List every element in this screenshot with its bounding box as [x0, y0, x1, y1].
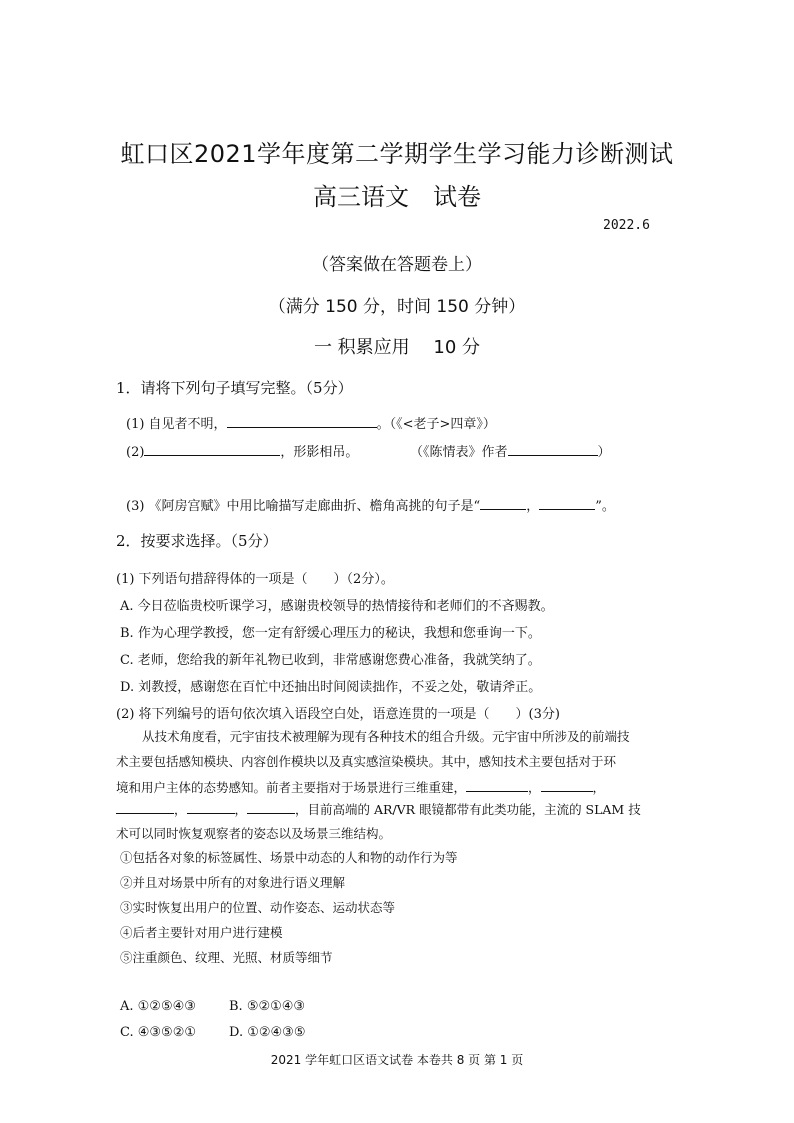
- answer-blank[interactable]: [144, 441, 280, 456]
- answer-blank[interactable]: [539, 495, 595, 510]
- passage-text: ，目前高端的 AR/VR 眼镜都带有此类功能，主流的 SLAM 技: [295, 802, 641, 817]
- question-1-item-1: [126, 413, 496, 432]
- option-b[interactable]: B. 作为心理学教授，您一定有舒缓心理压力的秘诀，我想和您垂询一下。: [120, 626, 541, 641]
- answer-option-c[interactable]: C. ④③⑤②①: [120, 1025, 197, 1040]
- question-1-item-2-source: [410, 441, 611, 460]
- option-a[interactable]: A. 今日莅临贵校听课学习，感谢贵校领导的热情接待和老师们的不吝赐教。: [120, 599, 554, 614]
- item-text: (2): [126, 445, 145, 460]
- passage-text: ，: [234, 802, 248, 817]
- answer-blank[interactable]: [480, 495, 526, 510]
- item-text: (1) 自见者不明，: [126, 417, 227, 432]
- section-heading: 一 积累应用 10 分: [313, 337, 481, 358]
- exam-title: 虹口区2021学年度第二学期学生学习能力诊断测试: [120, 140, 674, 168]
- numbered-sentence: ④后者主要针对用户进行建模: [120, 925, 283, 940]
- item-source-close: ）: [597, 445, 611, 460]
- numbered-sentence: ②并且对场景中所有的对象进行语义理解: [120, 875, 346, 890]
- passage-line: [116, 777, 605, 796]
- passage-text: ，: [528, 780, 541, 795]
- question-2-sub-1: (1) 下列语句措辞得体的一项是（ ）（2分）。: [116, 572, 394, 587]
- item-source: （《陈情表》作者: [410, 445, 508, 460]
- exam-subtitle: 高三语文 试卷: [313, 183, 481, 211]
- option-d[interactable]: D. 刘教授，感谢您在百忙中还抽出时间阅读拙作，不妥之处，敬请斧正。: [120, 680, 542, 695]
- passage-line: 从技术角度看，元宇宙技术被理解为现有各种技术的组合升级。元宇宙中所涉及的前端技: [142, 729, 630, 744]
- question-2-heading: 2．按要求选择。（5分）: [116, 532, 278, 550]
- numbered-sentence: ①包括各对象的标签属性、场景中动态的人和物的动作行为等: [120, 850, 458, 865]
- question-1-item-3: [126, 495, 615, 514]
- page-footer: 2021 学年虹口区语文试卷 本卷共 8 页 第 1 页: [270, 1053, 524, 1067]
- passage-blank[interactable]: [541, 777, 593, 792]
- passage-line: [116, 799, 641, 818]
- passage-blank[interactable]: [187, 799, 235, 814]
- answer-note: （答案做在答题卷上）: [312, 255, 482, 275]
- passage-line: 术可以同时恢复观察者的姿态以及场景三维结构。: [116, 826, 392, 841]
- question-1-item-2: [126, 441, 358, 460]
- passage-blank[interactable]: [466, 777, 528, 792]
- item-source: 。（《<老子>四章》）: [376, 417, 496, 432]
- item-text: (3) 《阿房宫赋》中用比喻描写走廊曲折、檐角高挑的句子是“: [126, 499, 481, 514]
- answer-option-b[interactable]: B. ⑤②①④③: [229, 999, 306, 1014]
- answer-option-d[interactable]: D. ①②④③⑤: [229, 1025, 306, 1040]
- passage-text: ，: [592, 780, 606, 795]
- option-c[interactable]: C. 老师，您给我的新年礼物已收到，非常感谢您费心准备，我就笑纳了。: [120, 653, 541, 668]
- passage-line: 术主要包括感知模块、内容创作模块以及真实感渲染模块。其中，感知技术主要包括对于环: [116, 754, 617, 769]
- passage-blank[interactable]: [247, 799, 295, 814]
- answer-blank[interactable]: [508, 441, 598, 456]
- passage-text: 境和用户主体的态势感知。前者主要指对于场景进行三维重建，: [116, 780, 467, 795]
- exam-date: 2022.6: [603, 218, 650, 233]
- question-1-heading: 1．请将下列句子填写完整。（5分）: [116, 379, 353, 397]
- item-text: ”。: [595, 499, 615, 514]
- answer-blank[interactable]: [227, 413, 377, 428]
- score-note: （满分 150 分，时间 150 分钟）: [268, 297, 526, 317]
- question-2-sub-2: (2) 将下列编号的语句依次填入语段空白处，语意连贯的一项是（ ）(3分): [116, 707, 560, 722]
- passage-blank[interactable]: [116, 799, 174, 814]
- item-text: ，形影相吊。: [280, 445, 359, 460]
- numbered-sentence: ③实时恢复出用户的位置、动作姿态、运动状态等: [120, 900, 396, 915]
- passage-text: ，: [174, 802, 187, 817]
- item-text: ，: [526, 499, 540, 514]
- answer-option-a[interactable]: A. ①②⑤④③: [120, 999, 196, 1014]
- numbered-sentence: ⑤注重颜色、纹理、光照、材质等细节: [120, 950, 333, 965]
